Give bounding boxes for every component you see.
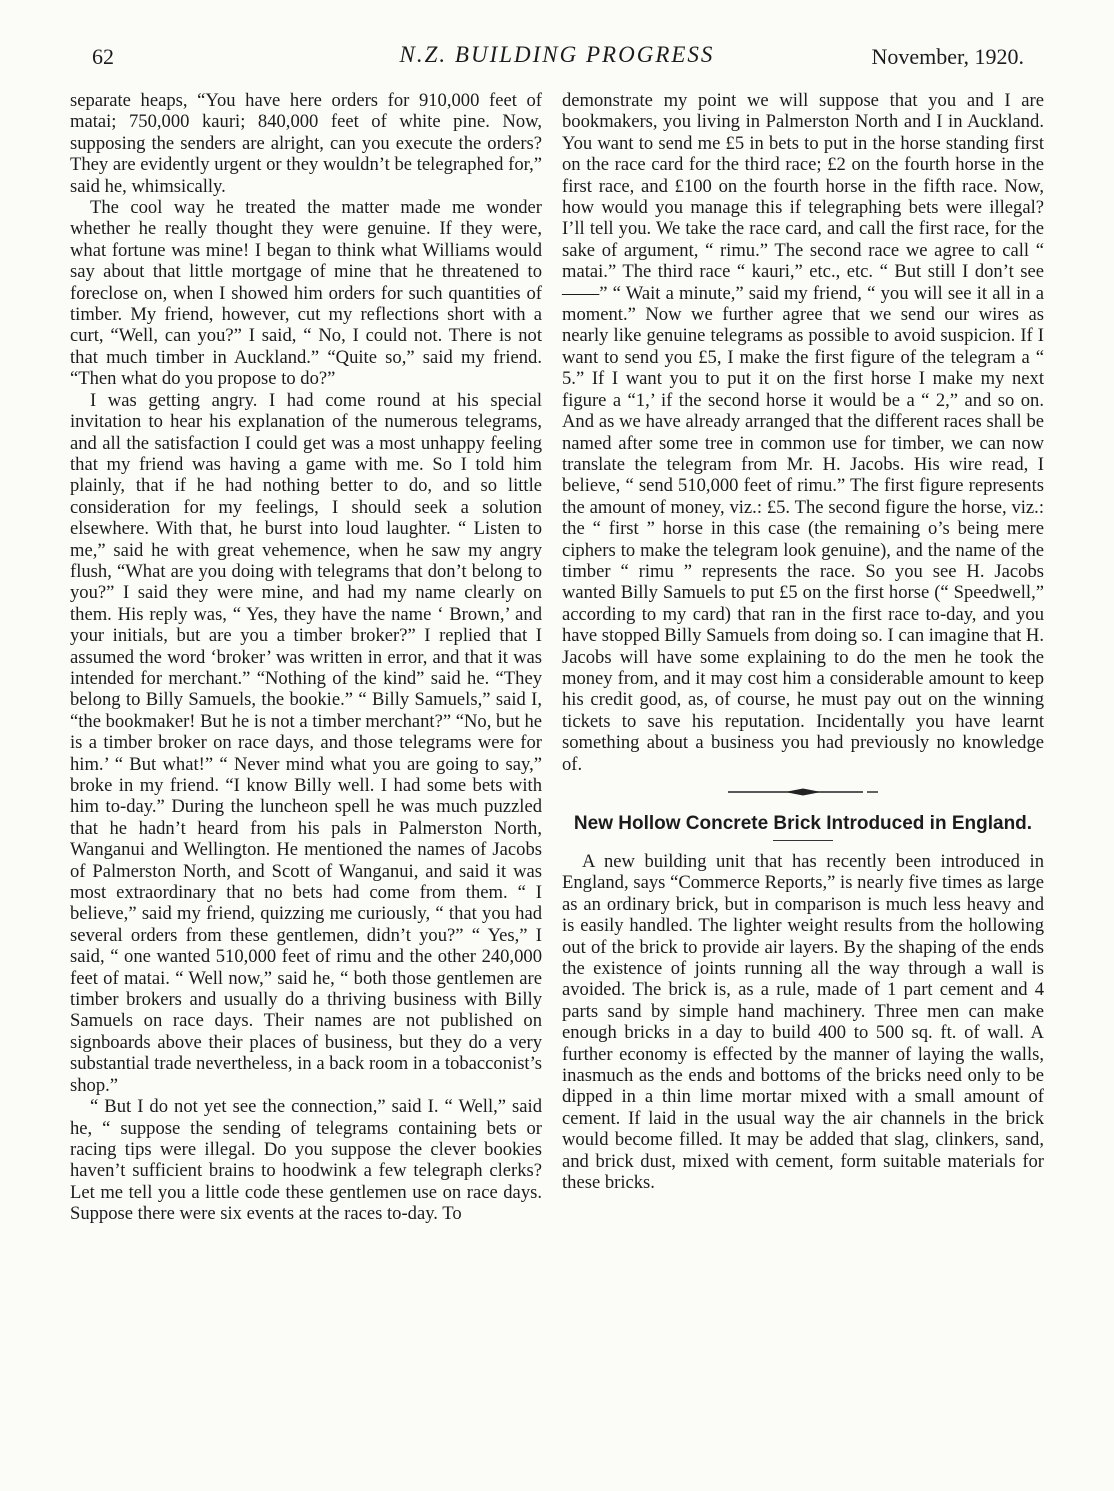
article-body: A new building unit that has recently been introduced in England, says “Commerce Reports,” is nearly five times as large as an ordinary brick, but in comparison is much less heavy and is easily handled. The lighter weight results from the hollowing out of the brick to provide air layers. By the shaping of the ends the existence of joints running all the way through a wall is avoided. The brick is, as a rule, made of 1 part cement and 4 parts sand by simple hand machinery. Three men can make enough bricks in a day to build 400 to 500 sq. ft. of wall. A further economy is effected by the manner of laying the walls, inasmuch as the ends and bottoms of the bricks need only to be dipped in a thin lime mortar mixed with a small amount of cement. If laid in the usual way the air channels in the brick would become filled. It may be added that slag, clinkers, sand, and brick dust, mixed with cement, form suitable materials for these bricks. (562, 851, 1044, 1194)
right-column (562, 90, 1044, 1194)
article-title: New Hollow Concrete Brick Introduced in England. (573, 813, 1033, 834)
paragraph: The cool way he treated the matter made me wonder whether he really thought they were genuine. If they were, what fortune was mine! I began to think what Williams would say about that little mortgage of mine that he threatened to foreclose on, when I showed him orders for such quantities of timber. My friend, however, cut my reflections short with a curt, “Well, can you?” I said, “ No, I could not. There is not that much timber in Auckland.” “Quite so,” said my friend. “Then what do you propose to do?” (70, 197, 542, 390)
paragraph: “ But I do not yet see the connection,” said I. “ Well,” said he, “ suppose the sending of telegrams containing bets or racing tips were illegal. Do you suppose the clever bookies haven’t sufficient brains to hoodwink a few telegraph clerks? Let me tell you a little code these gentlemen use on race days. Suppose there were six events at the races to-day. To (70, 1096, 542, 1225)
issue-date: November, 1920. (871, 44, 1024, 69)
title-rule (773, 840, 833, 841)
page-header (0, 40, 1114, 74)
paragraph: separate heaps, “You have here orders for 910,000 feet of matai; 750,000 kauri; 840,000 feet of white pine. Now, supposing the senders are alright, can you execute the orders? They are evidently urgent or they wouldn’t be telegraphed for,” said he, whimsically. (70, 90, 542, 197)
journal-title: N.Z. BUILDING PROGRESS (399, 42, 715, 67)
section-divider-ornament (723, 787, 883, 797)
paragraph: I was getting angry. I had come round at his special invitation to hear his explanation of the numerous telegrams, and all the satisfaction I could get was a most unhappy feeling that my friend was having a game with me. So I told him plainly, that if he had nothing better to do, and so little consideration for my feelings, I should seek a solution elsewhere. With that, he burst into loud laughter. “ Listen to me,” said he with great vehemence, when he saw my angry flush, “What are you doing with telegrams that don’t belong to you?” I said they were mine, and had my name clearly on them. His reply was, “ Yes, they have the name ‘ Brown,’ and your initials, but are you a timber broker?” I replied that I assumed the word ‘broker’ was written in error, and that it was intended for merchant.” “Nothing of the kind” said he. “They belong to Billy Samuels, the bookie.” “ Billy Samuels,” said I, “the bookmaker! But he is not a timber merchant?” “No, but he is a timber broker on race days, and those telegrams were for him.’ “ But what!” “ Never mind what you are going to say,” broke in my friend. “I know Billy well. I had some bets with him to-day.” During the luncheon spell he was much puzzled that he hadn’t heard from his pals in Palmerston North, Wanganui and Wellington. He mentioned the names of Jacobs of Palmerston North, and Scott of Wanganui, and said it was most extraordinary that no bets had come from them. “ I believe,” said my friend, quizzing me curiously, “ that you had several orders from these gentlemen, didn’t you?” “ Yes,” I said, “ one wanted 510,000 feet of rimu and the other 240,000 feet of matai. “ Well now,” said he, “ both those gentlemen are timber brokers and usually do a thriving business with Billy Samuels on race days. Their names are not published on signboards above their places of business, but they do a very substantial trade nevertheless, in a back room in a tobacconist’s shop.” (70, 389, 542, 1096)
left-column (70, 90, 542, 1225)
paragraph: demonstrate my point we will suppose that you and I are bookmakers, you living in Palmerston North and I in Auckland. You want to send me £5 in bets to put in the horse standing first on the race card for the third race; £2 on the fourth horse in the first race, and £100 on the fourth horse in the fifth race. Now, how would you manage this if telegraphing bets were illegal? I’ll tell you. We take the race card, and call the first race, for the sake of argument, “ rimu.” The second race we agree to call “ matai.” The third race “ kauri,” etc., etc. “ But still I don’t see——” “ Wait a minute,” said my friend, “ you will see it all in a moment.” Now we further agree that we send our wires as nearly like genuine telegrams as possible to avoid suspicion. If I want to send you £5, I make the first figure of the telegram a “ 5.” If I want you to put it on the first horse I make my next figure a “1,’ if the second horse it would be a “ 2,” and so on. And as we have already arranged that the different races shall be named after some tree in common use for timber, we can now translate the telegram from Mr. H. Jacobs. His wire read, I believe, “ send 510,000 feet of rimu.” The first figure represents the amount of money, viz.: £5. The second figure the horse, viz.: the “ first ” horse in this case (the remaining o’s being mere ciphers to make the telegram look genuine), and the name of the timber “ rimu ” represents the race. So you see H. Jacobs wanted Billy Samuels to put £5 on the first horse (“ Speedwell,” according to my card) that ran in the first race to-day, and you have stopped Billy Samuels from doing so. I can imagine that H. Jacobs will have some explaining to do the men he took the money from, and it may cost him a considerable amount to keep his credit good, as, of course, he must pay out on the winning tickets to save his reputation. Incidentally you have learnt something about a business you had previously no knowledge of. (562, 90, 1044, 775)
page-number: 62 (92, 44, 114, 69)
